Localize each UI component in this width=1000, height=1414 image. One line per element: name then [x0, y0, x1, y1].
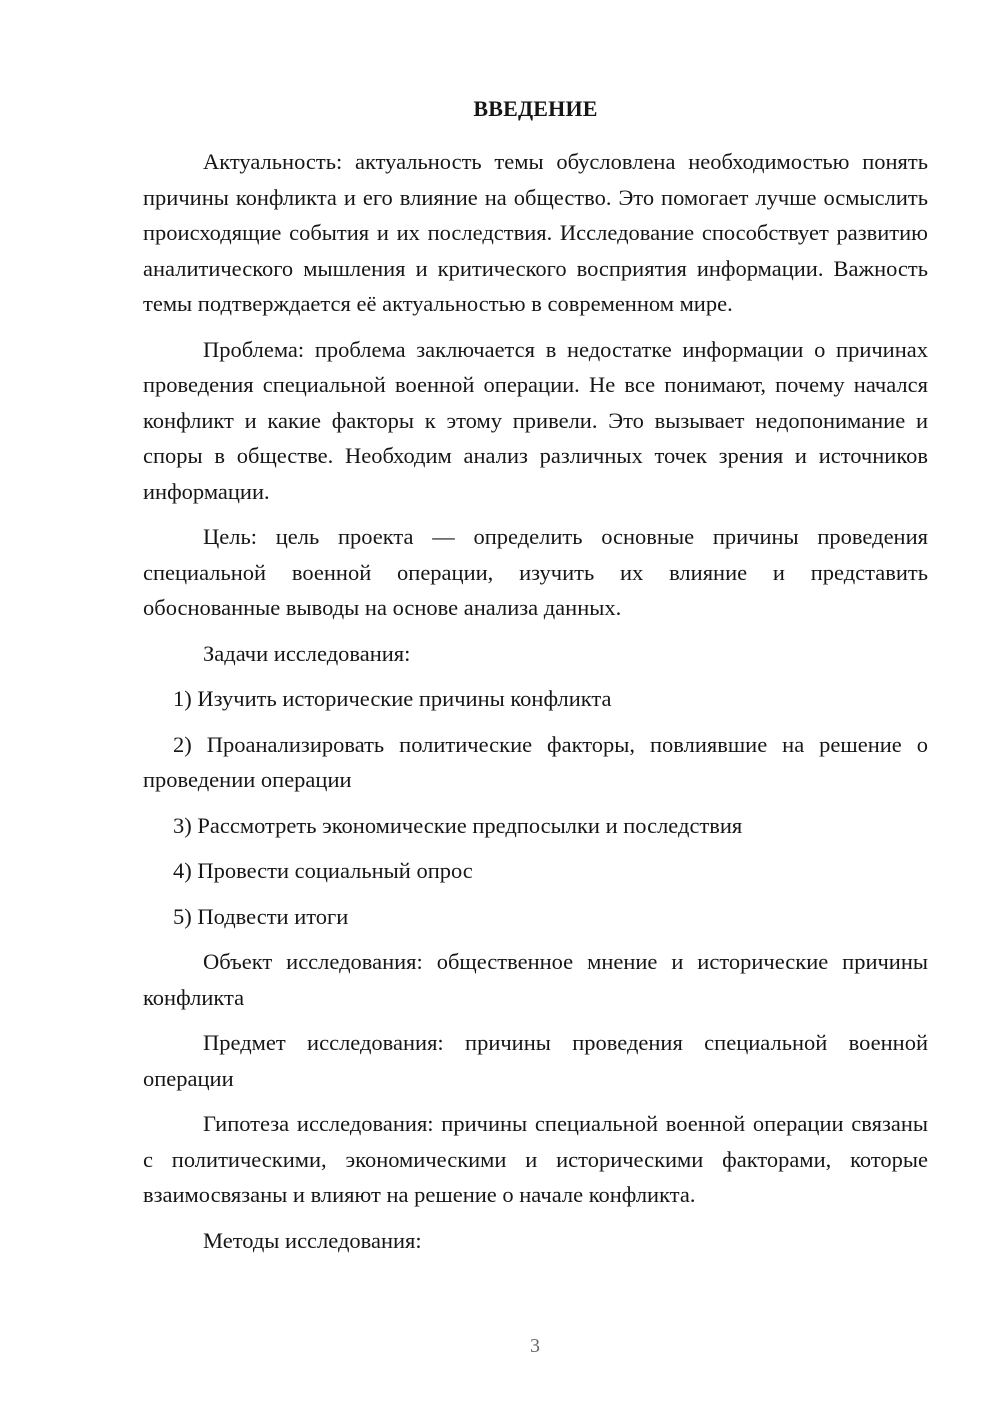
- paragraph-object: Объект исследования: общественное мнение и исторические причины конфликта: [143, 949, 928, 1010]
- section-title: ВВЕДЕНИЕ: [473, 96, 598, 121]
- page-content: [143, 94, 928, 1268]
- paragraph-subject: Предмет исследования: причины проведения специальной военной операции: [143, 1030, 928, 1091]
- tasks-list: [143, 681, 928, 934]
- paragraph-relevance: Актуальность: актуальность темы обусловлена необходимостью понять причины конфликта и его влияние на общество. Это помогает лучше осмыслить происходящие события и их последствия. Исследование способствует развитию аналитического мышления и критического восприятия информации. Важность темы подтверждается её актуальностью в современном мире.: [143, 149, 928, 316]
- methods-heading: Методы исследования:: [203, 1227, 422, 1253]
- task-item-3: 3) Рассмотреть экономические предпосылки и последствия: [173, 812, 743, 838]
- task-item-4: 4) Провести социальный опрос: [173, 858, 473, 883]
- page-number: 3: [530, 1335, 540, 1357]
- paragraph-problem: Проблема: проблема заключается в недостатке информации о причинах проведения специальной военной операции. Не все понимают, почему начался конфликт и какие факторы к этому привели. Это вызывает недопонимание и споры в обществе. Необходим анализ различных точек зрения и источников информации.: [143, 336, 928, 504]
- paragraph-hypothesis: Гипотеза исследования: причины специальной военной операции связаны с политическими, экономическими и историческими факторами, которые взаимосвязаны и влияют на решение о начале конфликта.: [143, 1111, 928, 1207]
- task-item-5: 5) Подвести итоги: [173, 903, 349, 929]
- tasks-heading: Задачи исследования:: [203, 640, 411, 666]
- paragraph-goal: Цель: цель проекта — определить основные причины проведения специальной военной операции, изучить их влияние и представить обоснованные выводы на основе анализа данных.: [143, 524, 928, 620]
- task-item-2: 2) Проанализировать политические факторы, повлиявшие на решение о проведении операции: [143, 731, 928, 792]
- task-item-1: 1) Изучить исторические причины конфликта: [173, 686, 612, 711]
